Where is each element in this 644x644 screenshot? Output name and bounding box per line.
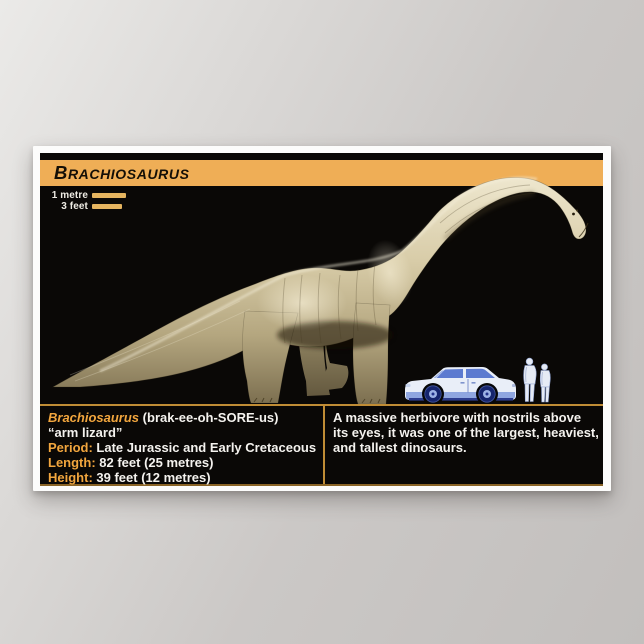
scale-row-feet bbox=[48, 201, 126, 212]
fact-row bbox=[48, 455, 331, 470]
scale-bar-icon bbox=[92, 204, 122, 209]
fact-row bbox=[48, 440, 331, 455]
fact-panel bbox=[40, 406, 331, 484]
car-illustration bbox=[405, 367, 516, 405]
description-line: A massive herbivore with nostrils above bbox=[333, 410, 582, 425]
fact-label: Height: bbox=[48, 470, 93, 485]
fact-value: Late Jurassic and Early Cretaceous bbox=[96, 440, 317, 455]
scale-bar-icon bbox=[92, 193, 126, 198]
description-panel bbox=[325, 406, 603, 484]
dinosaur-name: Brachiosaurus bbox=[48, 410, 140, 425]
poster-title: BRACHIOSAURUS bbox=[54, 161, 190, 183]
fact-value: 82 feet (25 metres) bbox=[99, 455, 214, 470]
scale-label: 1 metre bbox=[51, 190, 88, 201]
scale-row-metre bbox=[48, 190, 126, 201]
scale-legend bbox=[48, 190, 126, 212]
fact-label: Length: bbox=[48, 455, 96, 470]
description-line: its eyes, it was one of the largest, heaviest, bbox=[333, 425, 599, 440]
fact-value: 39 feet (12 metres) bbox=[96, 470, 211, 485]
description-line: and tallest dinosaurs. bbox=[333, 440, 467, 455]
scale-label: 3 feet bbox=[61, 201, 88, 212]
pronunciation: (brak-ee-oh-SORE-us) bbox=[142, 410, 279, 425]
fact-label: Period: bbox=[48, 440, 93, 455]
people-illustration bbox=[524, 358, 551, 402]
fact-row bbox=[48, 470, 331, 485]
poster-design bbox=[40, 153, 603, 486]
poster bbox=[33, 146, 611, 491]
name-meaning: “arm lizard” bbox=[48, 425, 123, 440]
fact-line-name bbox=[48, 410, 331, 425]
dinosaur-illustration bbox=[53, 177, 588, 404]
